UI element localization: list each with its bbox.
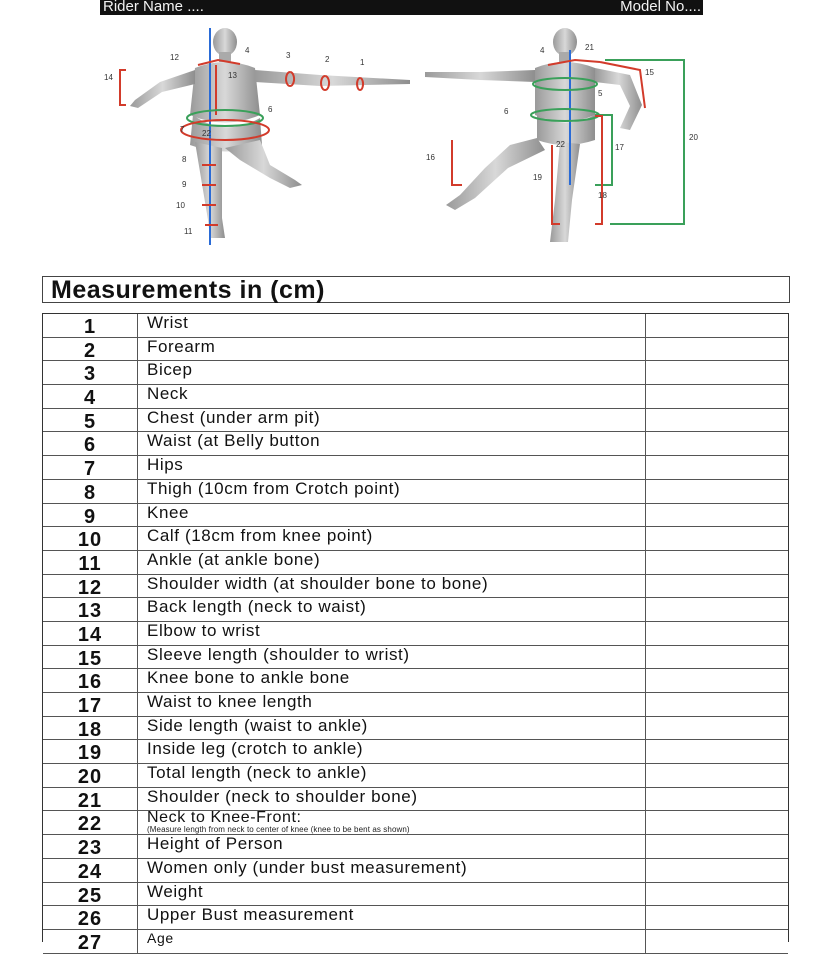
row-label: Forearm <box>147 336 216 356</box>
measurement-value-cell[interactable] <box>645 693 788 716</box>
back-label-12: 12 <box>170 53 179 62</box>
measurement-value-cell[interactable] <box>645 480 788 503</box>
row-label: Sleeve length (shoulder to wrist) <box>147 644 410 664</box>
measurement-value-cell[interactable] <box>645 504 788 527</box>
table-row <box>43 622 788 646</box>
front-label-17: 17 <box>615 143 624 152</box>
measurement-value-cell[interactable] <box>645 361 788 384</box>
table-row <box>43 859 788 883</box>
measurement-value-cell[interactable] <box>645 622 788 645</box>
front-label-18: 18 <box>598 191 607 200</box>
back-label-2: 2 <box>325 55 330 64</box>
row-number: 14 <box>43 622 138 645</box>
back-label-3: 3 <box>286 51 291 60</box>
measurement-value-cell[interactable] <box>645 883 788 906</box>
back-label-9: 9 <box>182 180 187 189</box>
back-label-14: 14 <box>104 73 113 82</box>
back-label-10: 10 <box>176 201 185 210</box>
row-number: 13 <box>43 598 138 621</box>
back-figure <box>104 28 410 245</box>
row-label: Waist (at Belly button <box>147 431 321 451</box>
measurement-value-cell[interactable] <box>645 906 788 929</box>
measurements-title-box <box>42 276 790 303</box>
table-row <box>43 361 788 385</box>
row-number: 3 <box>43 361 138 384</box>
row-number: 22 <box>43 811 138 834</box>
table-row <box>43 717 788 741</box>
table-row <box>43 906 788 930</box>
row-label: Ankle (at ankle bone) <box>147 549 321 569</box>
back-label-13: 13 <box>228 71 237 80</box>
row-number: 1 <box>43 314 138 337</box>
table-row <box>43 764 788 788</box>
row-number: 2 <box>43 338 138 361</box>
measurement-value-cell[interactable] <box>645 788 788 811</box>
front-label-16: 16 <box>426 153 435 162</box>
row-number: 4 <box>43 385 138 408</box>
rider-name-label: Rider Name .... <box>103 0 204 15</box>
row-number: 20 <box>43 764 138 787</box>
row-label: Knee bone to ankle bone <box>147 668 350 688</box>
row-label: Chest (under arm pit) <box>147 407 321 427</box>
back-label-22: 22 <box>202 129 211 138</box>
table-row <box>43 385 788 409</box>
row-label: Neck <box>147 384 189 404</box>
front-label-4: 4 <box>540 46 545 55</box>
table-row <box>43 930 788 954</box>
measurement-value-cell[interactable] <box>645 764 788 787</box>
row-label: Thigh (10cm from Crotch point) <box>147 478 401 498</box>
row-label: Knee <box>147 502 190 522</box>
body-figures-svg <box>90 20 730 260</box>
back-label-11: 11 <box>184 227 193 236</box>
measurement-value-cell[interactable] <box>645 930 788 953</box>
table-row <box>43 527 788 551</box>
row-label: Inside leg (crotch to ankle) <box>147 739 364 759</box>
row-note: (Measure length from neck to center of knee (knee to be bent as shown) <box>147 825 410 835</box>
measurement-value-cell[interactable] <box>645 409 788 432</box>
row-label: Shoulder width (at shoulder bone to bone) <box>147 573 489 593</box>
table-row <box>43 480 788 504</box>
measurement-value-cell[interactable] <box>645 338 788 361</box>
table-row <box>43 338 788 362</box>
measurement-value-cell[interactable] <box>645 740 788 763</box>
measurement-value-cell[interactable] <box>645 811 788 834</box>
row-label: Women only (under bust measurement) <box>147 857 468 877</box>
row-number: 7 <box>43 456 138 479</box>
model-no-label: Model No.... <box>620 0 701 15</box>
row-label: Weight <box>147 881 204 901</box>
row-number: 19 <box>43 740 138 763</box>
table-row <box>43 811 788 835</box>
front-figure <box>425 28 698 242</box>
row-label: Hips <box>147 455 184 475</box>
row-label: Back length (neck to waist) <box>147 597 367 617</box>
table-row <box>43 693 788 717</box>
row-number: 6 <box>43 432 138 455</box>
table-row <box>43 432 788 456</box>
row-number: 11 <box>43 551 138 574</box>
measurement-value-cell[interactable] <box>645 456 788 479</box>
table-row <box>43 409 788 433</box>
row-label: Bicep <box>147 360 193 380</box>
row-number: 8 <box>43 480 138 503</box>
back-label-6: 6 <box>268 105 273 114</box>
row-label: Wrist <box>147 313 189 332</box>
table-row <box>43 314 788 338</box>
row-number: 5 <box>43 409 138 432</box>
row-label: Shoulder (neck to shoulder bone) <box>147 786 418 806</box>
measurement-value-cell[interactable] <box>645 575 788 598</box>
measurement-value-cell[interactable] <box>645 835 788 858</box>
row-label: Calf (18cm from knee point) <box>147 526 373 546</box>
row-number: 27 <box>43 930 138 953</box>
row-number: 21 <box>43 788 138 811</box>
table-row <box>43 646 788 670</box>
back-label-7: 7 <box>180 125 185 134</box>
row-number: 23 <box>43 835 138 858</box>
row-number: 24 <box>43 859 138 882</box>
body-measurement-illustration <box>90 20 730 260</box>
measurements-table <box>42 313 789 954</box>
measurement-value-cell[interactable] <box>645 527 788 550</box>
measurement-value-cell[interactable] <box>645 717 788 740</box>
row-number: 26 <box>43 906 138 929</box>
table-row <box>43 835 788 859</box>
measurement-value-cell[interactable] <box>645 432 788 455</box>
table-row <box>43 669 788 693</box>
table-row <box>43 598 788 622</box>
row-number: 25 <box>43 883 138 906</box>
row-number: 15 <box>43 646 138 669</box>
row-label: Age <box>147 929 174 946</box>
front-label-5: 5 <box>598 89 603 98</box>
row-label: Side length (waist to ankle) <box>147 715 368 735</box>
table-row <box>43 551 788 575</box>
table-row <box>43 456 788 480</box>
measurement-value-cell[interactable] <box>645 551 788 574</box>
front-label-20: 20 <box>689 133 698 142</box>
measurement-value-cell[interactable] <box>645 385 788 408</box>
back-label-4: 4 <box>245 46 250 55</box>
row-number: 9 <box>43 504 138 527</box>
header-bar <box>100 0 703 15</box>
row-number: 16 <box>43 669 138 692</box>
row-label: Height of Person <box>147 834 284 854</box>
row-label: Waist to knee length <box>147 692 313 711</box>
table-row <box>43 788 788 812</box>
front-label-19: 19 <box>533 173 542 182</box>
front-label-15: 15 <box>645 68 654 77</box>
row-number: 10 <box>43 527 138 550</box>
row-number: 12 <box>43 575 138 598</box>
table-row <box>43 504 788 528</box>
measurement-value-cell[interactable] <box>645 859 788 882</box>
row-label: Elbow to wrist <box>147 620 261 640</box>
back-label-1: 1 <box>360 58 365 67</box>
front-label-6: 6 <box>504 107 509 116</box>
back-label-8: 8 <box>182 155 187 164</box>
table-row <box>43 575 788 599</box>
row-label: Neck to Knee-Front: <box>147 809 302 827</box>
row-number: 18 <box>43 717 138 740</box>
table-row <box>43 740 788 764</box>
row-label: Total length (neck to ankle) <box>147 763 367 783</box>
measurement-value-cell[interactable] <box>645 598 788 621</box>
row-number: 17 <box>43 693 138 716</box>
table-row <box>43 883 788 907</box>
page-title: Measurements in (cm) <box>51 276 325 304</box>
measurement-value-cell[interactable] <box>645 646 788 669</box>
measurement-value-cell[interactable] <box>645 669 788 692</box>
front-label-22: 22 <box>556 140 565 149</box>
front-label-21: 21 <box>585 43 594 52</box>
row-label: Upper Bust measurement <box>147 905 354 925</box>
measurement-value-cell[interactable] <box>645 314 788 337</box>
